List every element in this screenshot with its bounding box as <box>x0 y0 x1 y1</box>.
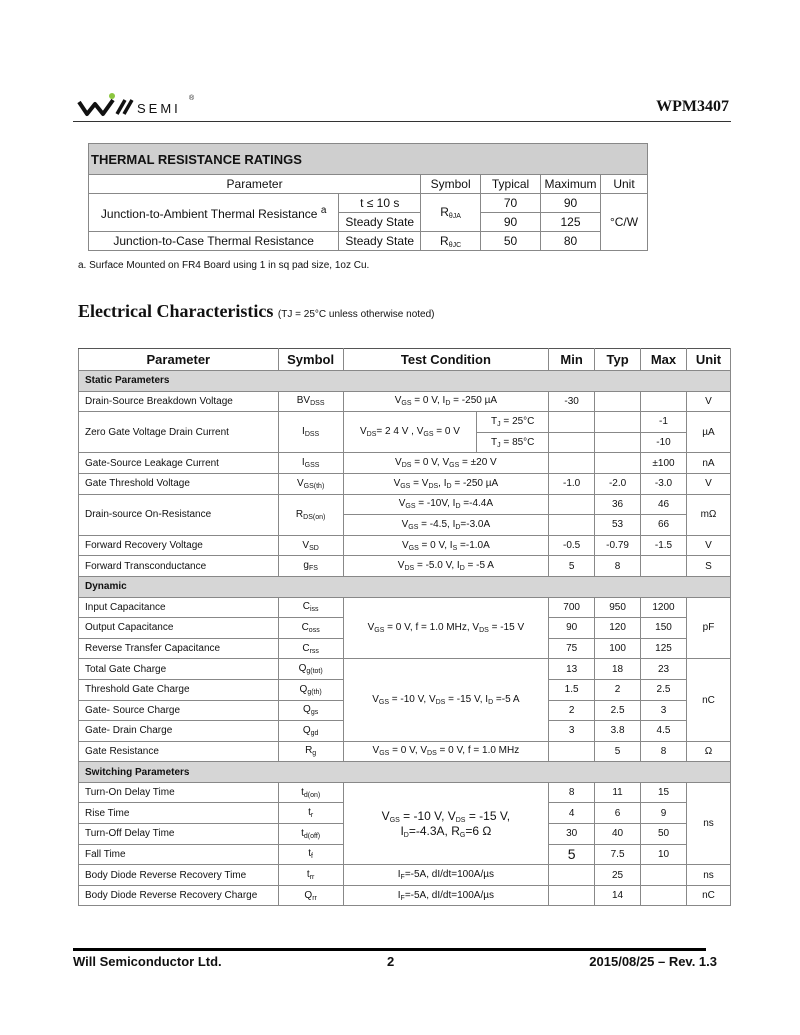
table-row: Body Diode Reverse Recovery Charge $Q_{rr}$ $I_F=-5A$, dI/dt=100A/µs 14 nC <box>79 885 731 906</box>
table-row: Drain-source On-Resistance $R_{DS(on)}$ $V_{GS} = -10V$, $I_D =-4.4A$ 36 46 mΩ <box>79 494 731 515</box>
table-row: Fall Time $t_f$ 5 7.5 10 <box>79 844 731 865</box>
thermal-param: Junction-to-Ambient Thermal Resistance $^a$ <box>89 194 339 232</box>
thermal-resistance-table <box>88 143 648 251</box>
table-row: Output Capacitance $C_{oss}$ 90 120 150 <box>79 618 731 639</box>
col-header: Maximum <box>541 175 601 194</box>
thermal-condition: Steady State <box>339 232 421 251</box>
table-row: Gate- Source Charge $Q_{gs}$ 2 2.5 3 <box>79 700 731 721</box>
thermal-footnote: a. Surface Mounted on FR4 Board using 1 in sq pad size, 1oz Cu. <box>78 260 370 271</box>
header-divider <box>73 121 731 122</box>
table-row: Rise Time $t_r$ 4 6 9 <box>79 803 731 824</box>
table-row: Total Gate Charge $Q_{g(tot)}$ $V_{GS} = -10$ V, $V_{DS} = -15$ V, $I_D =-5$ A 13 18 23 nC <box>79 659 731 680</box>
table-row: Drain-Source Breakdown Voltage $BV_{DSS}$ $V_{GS} = 0$ V, $I_D = -250$ µA -30 V <box>79 391 731 412</box>
col-header: Typical <box>481 175 541 194</box>
section-dynamic: Dynamic <box>79 576 731 597</box>
electrical-characteristics-table: Parameter Symbol Test Condition Min Typ Max Unit Static Parameters Drain-Source Breakdown Voltage $BV_{DSS}$ $V_{GS} = 0$ V, $I_D = -250$ µA -30 V Zero Gate Voltage Drain Current $I_{DSS}$ $V_{DS}= 2$ 4 V , $V_{GS} = 0$ V $T_J = 25^\circ C$ -1 µA $T_J = 85^\circ C$ -10 Gate-Source Leakage Current $I_{GSS}$ $V_{DS} = 0$ V, $V_{GS} = \pm 20$ V ±100 nA Gate Threshold Voltage $V_{GS(th)}$ $V_{GS} = V_{DS}$, $I_D = -250$ µA -1.0 -2.0 -3.0 V Drain-source On-Resistance $R_{DS(on)}$ $V_{GS} = -10V$, $I_D =-4.4A$ 36 46 mΩ $V_{GS} = -4.5$, $I_D=-3.0A$ 53 66 Forward Recovery Voltage $V_{SD}$ $V_{GS} = 0$ V, $I_S =-1.0A$ -0.5 -0.79 -1.5 V Forward Transconductance $g_{FS}$ $V_{DS} = -5.0$ V, $I_D = -5$ A 5 8 S Dynamic Input Capacitance $C_{iss}$ $V_{GS} = 0$ V, f = 1.0 MHz, $V_{DS} = -15$ V 700 950 1200 pF Output Capacitance $C_{oss}$ 90 120 150 Reverse Transfer Capacitance $C_{rss}$ 75 100 125 Total Gate Charge $Q_{g(tot)}$ $V_{GS} = -10$ V, $V_{DS} = -15$ V, $I_D =-5$ A 13 18 23 nC Threshold Gate Charge $Q_{g(th)}$ 1.5 2 2.5 Gate- Source Charge $Q_{gs}$ 2 2.5 3 Gate- Drain Charge $Q_{gd}$ 3 3.8 4.5 Gate Resistance $R_g$ $V_{GS} = 0$ V, $V_{DS} = 0$ V, f = 1.0 MHz 5 8 Ω Switching Parameters Turn-On Delay Time $t_{d(on)}$ $V_{GS} = -10$ V, $V_{DS} = -15$ V, $I_D=-4.3A$, $R_G=6$ Ω 8 11 15 ns Rise Time $t_r$ 4 6 9 Turn-Off Delay Time $t_{d(off)}$ 30 40 50 Fall Time $t_f$ 5 7.5 10 Body Diode Reverse Recovery Time $t_{rr}$ $I_F=-5A$, dI/dt=100A/µs 25 ns Body Diode Reverse Recovery Charge $Q_{rr}$ $I_F=-5A$, dI/dt=100A/µs 14 nC <box>78 348 731 906</box>
col-header: Min <box>549 349 595 371</box>
page-header <box>73 88 731 124</box>
table-row: Body Diode Reverse Recovery Time $t_{rr}$ $I_F=-5A$, dI/dt=100A/µs 25 ns <box>79 865 731 886</box>
thermal-typical: 50 <box>481 232 541 251</box>
table-row: Input Capacitance $C_{iss}$ $V_{GS} = 0$ V, f = 1.0 MHz, $V_{DS} = -15$ V 700 950 1200 pF <box>79 597 731 618</box>
willsemi-logo-icon <box>77 90 237 120</box>
table-row: Gate Resistance $R_g$ $V_{GS} = 0$ V, $V_{DS} = 0$ V, f = 1.0 MHz 5 8 Ω <box>79 741 731 762</box>
table-row: Gate- Drain Charge $Q_{gd}$ 3 3.8 4.5 <box>79 721 731 742</box>
thermal-condition: t ≤ 10 s <box>339 194 421 213</box>
col-header: Max <box>641 349 687 371</box>
col-header: Parameter <box>89 175 421 194</box>
footer-page-number: 2 <box>387 954 395 969</box>
thermal-typical: 90 <box>481 213 541 232</box>
thermal-symbol: $R_{\theta JA}$ <box>421 194 481 232</box>
conditions-note: (TJ = 25°C unless otherwise noted) <box>277 309 435 320</box>
col-header: Unit <box>686 349 730 371</box>
col-header: Symbol <box>278 349 343 371</box>
svg-text:®: ® <box>189 95 195 102</box>
table-row: Gate-Source Leakage Current $I_{GSS}$ $V_{DS} = 0$ V, $V_{GS} = \pm 20$ V ±100 nA <box>79 453 731 474</box>
thermal-maximum: 125 <box>541 213 601 232</box>
table-row: Forward Recovery Voltage $V_{SD}$ $V_{GS} = 0$ V, $I_S =-1.0A$ -0.5 -0.79 -1.5 V <box>79 535 731 556</box>
thermal-table-title: THERMAL RESISTANCE RATINGS <box>89 144 648 175</box>
electrical-characteristics-title: Electrical Characteristics (TJ = 25°C unless otherwise noted) <box>78 301 435 321</box>
thermal-param: Junction-to-Case Thermal Resistance <box>89 232 339 251</box>
footer-revision: 2015/08/25 – Rev. 1.3 <box>589 954 717 969</box>
svg-text:SEMI: SEMI <box>137 101 181 116</box>
thermal-typical: 70 <box>481 194 541 213</box>
table-row: Turn-Off Delay Time $t_{d(off)}$ 30 40 50 <box>79 824 731 845</box>
thermal-symbol: $R_{\theta JC}$ <box>421 232 481 251</box>
table-row: Threshold Gate Charge $Q_{g(th)}$ 1.5 2 2.5 <box>79 679 731 700</box>
table-row: Zero Gate Voltage Drain Current $I_{DSS}$ $V_{DS}= 2$ 4 V , $V_{GS} = 0$ V $T_J = 25^\circ C$ -1 µA <box>79 412 731 433</box>
col-header: Parameter <box>79 349 279 371</box>
table-row: Gate Threshold Voltage $V_{GS(th)}$ $V_{GS} = V_{DS}$, $I_D = -250$ µA -1.0 -2.0 -3.0 V <box>79 473 731 494</box>
col-header: Test Condition <box>343 349 549 371</box>
footer-divider <box>73 948 706 951</box>
part-number: WPM3407 <box>656 98 729 115</box>
section-static: Static Parameters <box>79 371 731 392</box>
thermal-maximum: 90 <box>541 194 601 213</box>
thermal-condition: Steady State <box>339 213 421 232</box>
thermal-unit: °C/W <box>601 194 648 251</box>
footer-company: Will Semiconductor Ltd. <box>73 954 222 969</box>
col-header: Symbol <box>421 175 481 194</box>
table-row: Reverse Transfer Capacitance $C_{rss}$ 75 100 125 <box>79 638 731 659</box>
section-switching: Switching Parameters <box>79 762 731 783</box>
thermal-maximum: 80 <box>541 232 601 251</box>
col-header: Typ <box>595 349 641 371</box>
table-row: Forward Transconductance $g_{FS}$ $V_{DS} = -5.0$ V, $I_D = -5$ A 5 8 S <box>79 556 731 577</box>
col-header: Unit <box>601 175 648 194</box>
table-row: Turn-On Delay Time $t_{d(on)}$ $V_{GS} = -10$ V, $V_{DS} = -15$ V, $I_D=-4.3A$, $R_G=6$ Ω 8 11 15 ns <box>79 782 731 803</box>
